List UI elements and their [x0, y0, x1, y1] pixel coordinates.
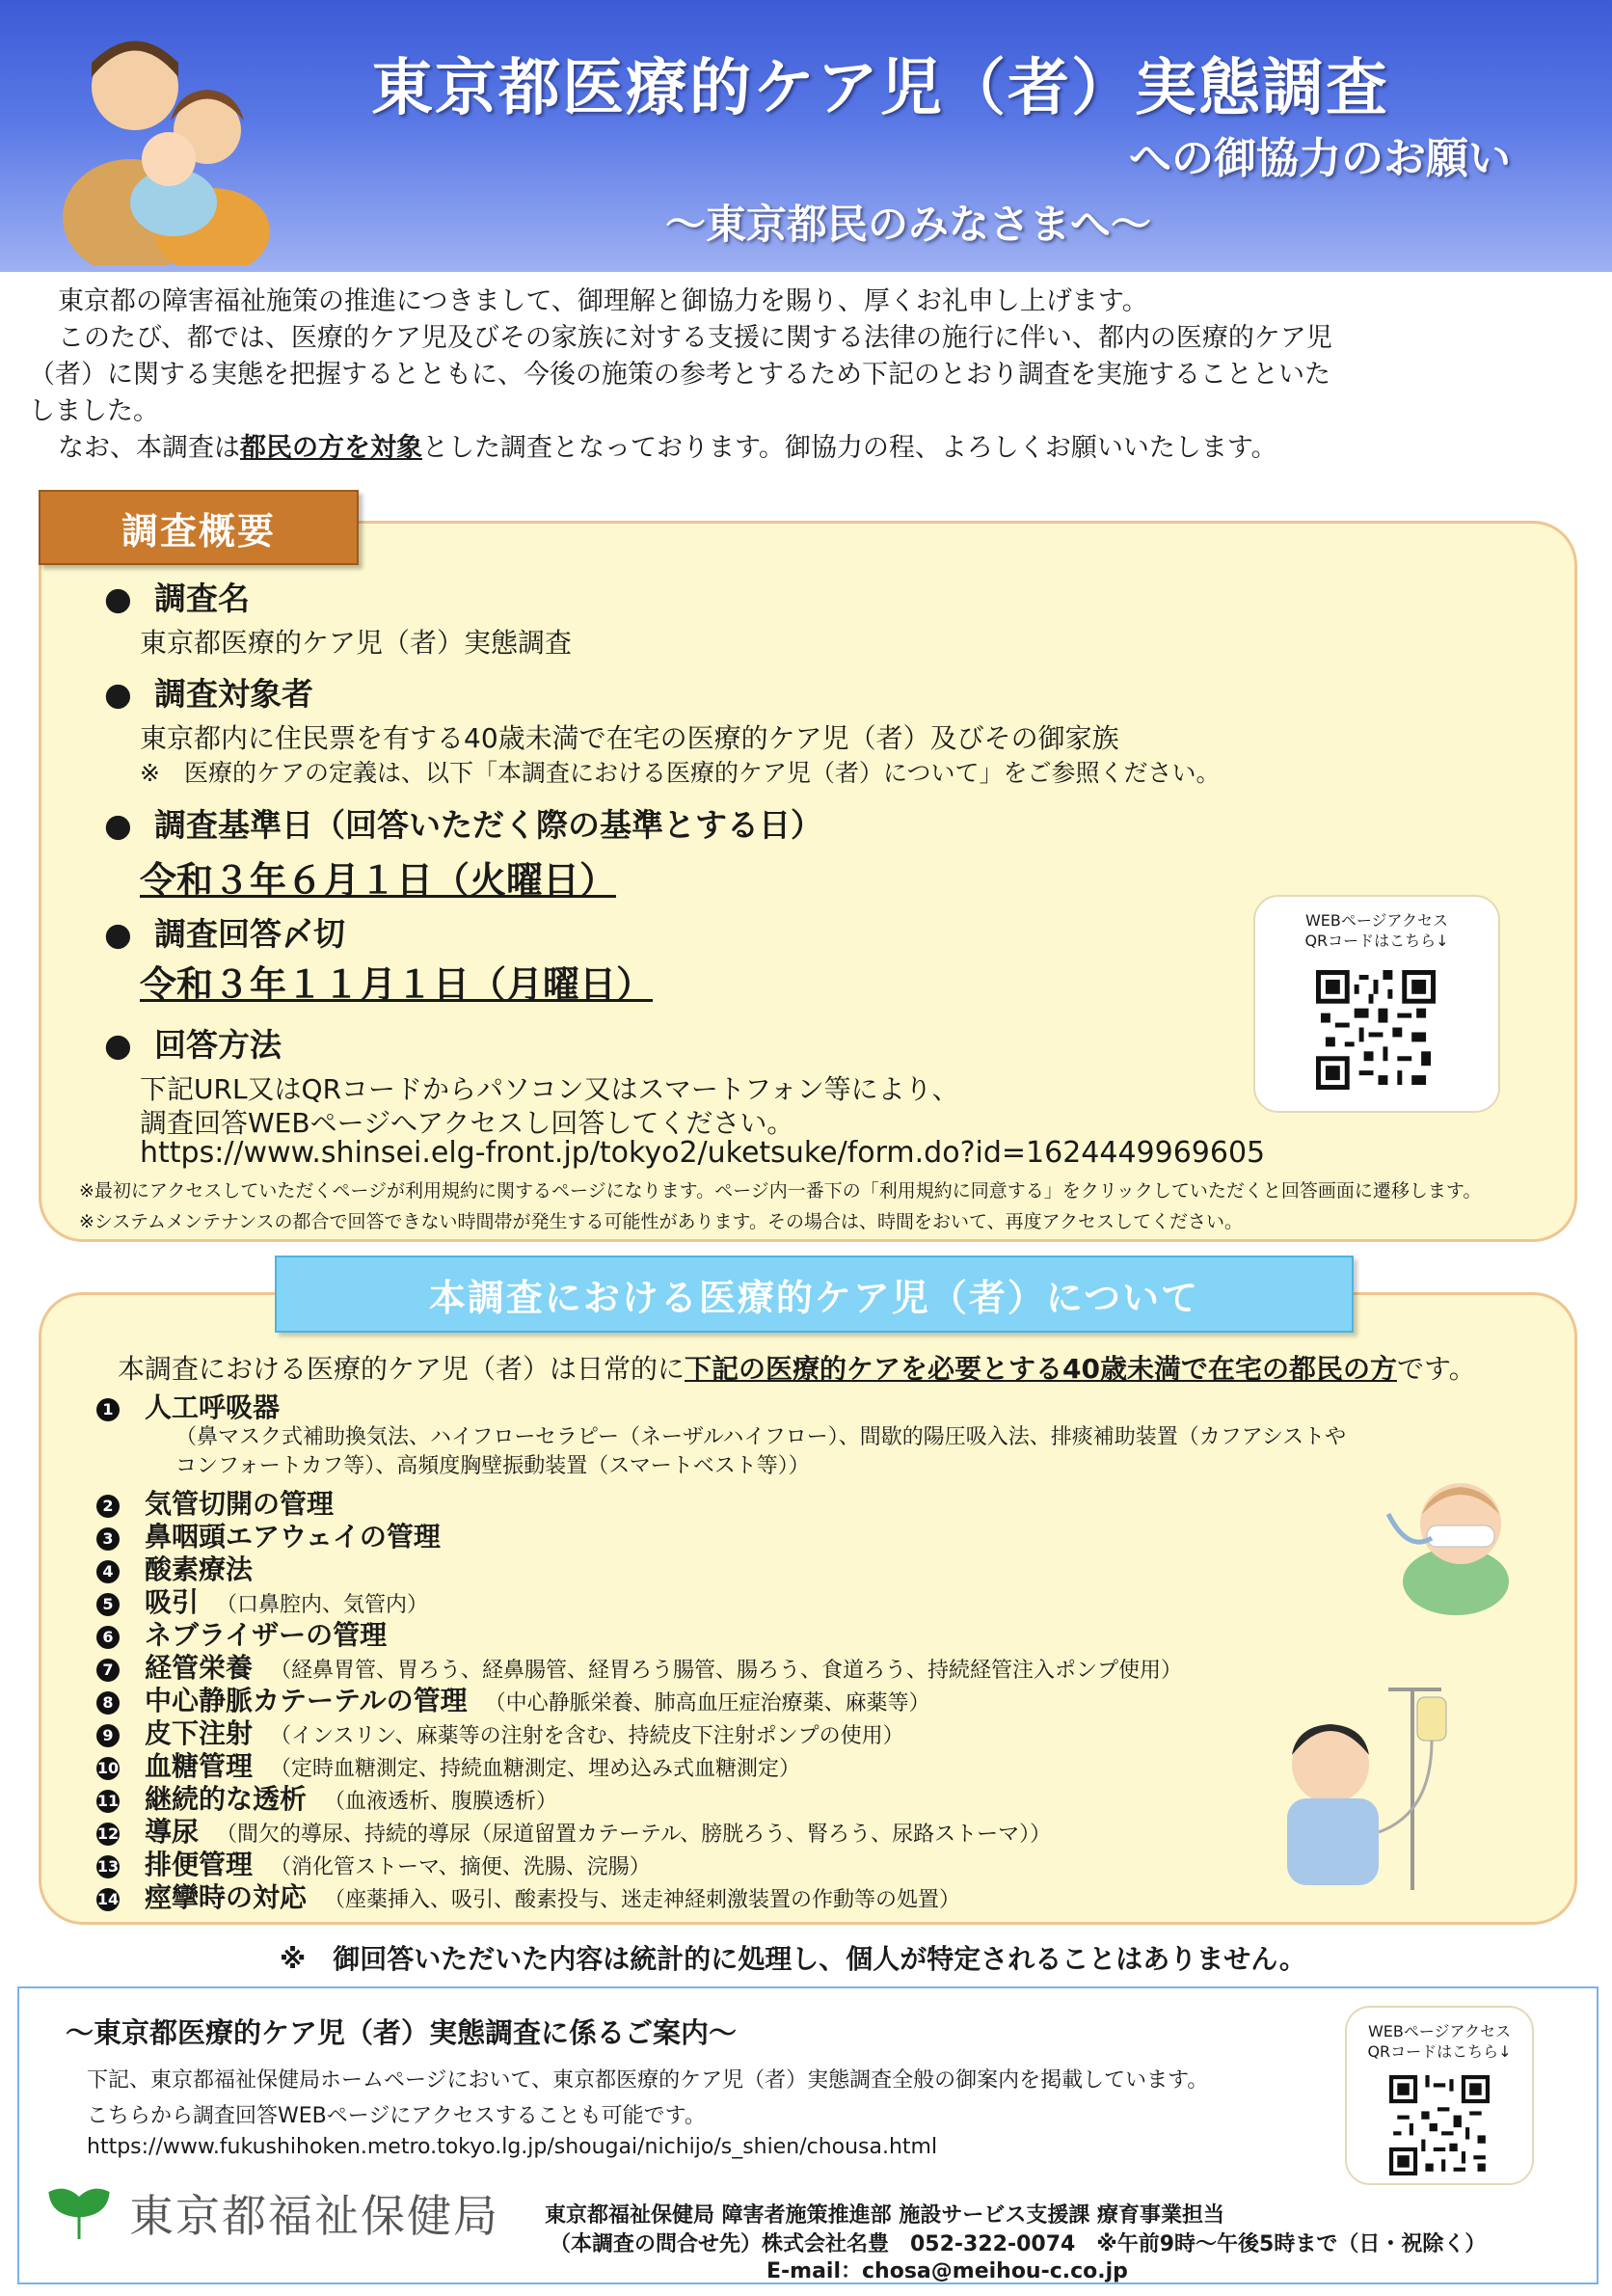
care-lead-text: 本調査における医療的ケア児（者）は日常的に下記の医療的ケアを必要とする40歳未満で在宅の都民の方です。: [118, 1353, 1476, 1385]
intro-paragraph-2a: このたび、都では、医療的ケア児及びその家族に対する支援に関する法律の施行に伴い、都内の医療的ケア児: [58, 323, 1332, 353]
number-badge-icon: 12: [96, 1823, 120, 1846]
number-badge-icon: 9: [96, 1724, 120, 1747]
intro-paragraph-2c: しました。: [29, 396, 159, 426]
list-item: 5 吸引 （口鼻腔内、気管内）: [96, 1581, 428, 1620]
answer-method-line-1: 下記URL又はQRコードからパソコン又はスマートフォン等により、: [140, 1073, 959, 1105]
intro-text: [29, 284, 1591, 467]
list-item: 14 痙攣時の対応 （座薬挿入、吸引、酸素投与、迷走神経刺激装置の作動等の処置）: [96, 1881, 961, 1913]
list-item: 13 排便管理 （消化管ストーマ、摘便、洗腸、浣腸）: [96, 1849, 651, 1880]
survey-qr-code[interactable]: [1316, 970, 1436, 1090]
number-badge-icon: 6: [96, 1626, 120, 1649]
ginkgo-leaf-icon: [46, 2185, 112, 2241]
page-title: 東京都医療的ケア児（者）実態調査: [371, 53, 1389, 124]
list-item: 12 導尿 （間欠的導尿、持続的導尿（尿道留置カテーテル、膀胱ろう、腎ろう、尿路ストーマ））: [96, 1816, 1052, 1848]
care-lead-emphasis: 下記の医療的ケアを必要とする40歳未満で在宅の都民の方: [685, 1353, 1397, 1385]
intro-p3-emphasis: 都民の方を対象: [240, 433, 422, 463]
care-tag: 本調査における医療的ケア児（者）について: [275, 1256, 1354, 1333]
intro-paragraph-1: 東京都の障害福祉施策の推進につきまして、御理解と御協力を賜り、厚くお礼申し上げます。: [58, 286, 1148, 316]
list-item: 3 鼻咽頭エアウェイの管理: [96, 1516, 441, 1554]
deadline-heading: ● 調査回答〆切: [104, 915, 345, 953]
number-badge-icon: 3: [96, 1527, 120, 1551]
footer-qr-box: [1345, 2006, 1534, 2185]
number-badge-icon: 11: [96, 1790, 120, 1813]
number-badge-icon: 13: [96, 1855, 120, 1878]
reference-date-heading: ● 調査基準日（回答いただく際の基準とする日）: [104, 806, 822, 844]
survey-target-note: ※ 医療的ケアの定義は、以下「本調査における医療的ケア児（者）について」をご参照ください。: [140, 759, 1221, 787]
answer-method-heading: ● 回答方法: [104, 1026, 282, 1064]
logo-org-name: 東京都福祉保健局: [129, 2190, 499, 2242]
list-item: 6 ネブライザーの管理: [96, 1614, 387, 1653]
list-item: 8 中心静脈カテーテルの管理 （中心静脈栄養、肺高血圧症治療薬、麻薬等）: [96, 1680, 930, 1718]
number-badge-icon: 2: [96, 1495, 120, 1518]
survey-name-value: 東京都医療的ケア児（者）実態調査: [140, 627, 573, 659]
deadline-value: 令和３年１１月１日（月曜日）: [140, 963, 654, 1006]
number-badge-icon: 4: [96, 1560, 120, 1583]
baby-illustration: [1369, 1466, 1533, 1620]
survey-name-heading: ● 調査名: [104, 580, 250, 617]
tokyo-logo: [46, 2181, 499, 2245]
maintenance-note: ※システムメンテナンスの都合で回答できない時間帯が発生する可能性があります。その場合は、時間をおいて、再度アクセスしてください。: [79, 1211, 1244, 1232]
intro-paragraph-3: [29, 430, 1591, 467]
audience-line: ～東京都民のみなさまへ～: [665, 201, 1152, 248]
list-item: 7 経管栄養 （経鼻胃管、胃ろう、経鼻腸管、経胃ろう腸管、腸ろう、食道ろう、持続経管注入ポンプ使用）: [96, 1647, 1182, 1686]
survey-qr-box: [1253, 895, 1500, 1113]
contact-email[interactable]: E-mail：chosa@meihou-c.co.jp: [766, 2259, 1128, 2283]
bullet-icon: ●: [104, 675, 132, 713]
number-badge-icon: 7: [96, 1659, 120, 1682]
reference-date-value: 令和３年６月１日（火曜日）: [140, 859, 617, 902]
family-illustration: [53, 24, 284, 265]
contact-line-2: （本調査の問合せ先）株式会社名豊 052-322-0074 ※午前9時～午後5時まで（日・祝除く）: [550, 2232, 1487, 2256]
footer-qr-caption: WEBページアクセス QRコードはこちら↓: [1367, 2022, 1512, 2061]
bullet-icon: ●: [104, 580, 132, 617]
intro-paragraph-2b: （者）に関する実態を把握するとともに、今後の施策の参考とするため下記のとおり調査を実施することといた: [29, 360, 1330, 390]
footer-qr-code[interactable]: [1389, 2075, 1490, 2175]
drip-patient-illustration: [1273, 1678, 1465, 1900]
footer-url-link[interactable]: https://www.fukushihoken.metro.tokyo.lg.jp/shougai/nichijo/s_shien/chousa.html: [87, 2135, 938, 2159]
bullet-icon: ●: [104, 1026, 132, 1064]
bullet-icon: ●: [104, 915, 132, 953]
list-item: 10 血糖管理 （定時血糖測定、持続血糖測定、埋め込み式血糖測定）: [96, 1750, 801, 1782]
list-item: 2 気管切開の管理: [96, 1483, 334, 1522]
terms-note: ※最初にアクセスしていただくページが利用規約に関するページになります。ページ内一番下の「利用規約に同意する」をクリックしていただくと回答画面に遷移します。: [79, 1180, 1482, 1202]
bullet-icon: ●: [104, 806, 132, 844]
number-badge-icon: 8: [96, 1691, 120, 1715]
footer-line-1: 下記、東京都福祉保健局ホームページにおいて、東京都医療的ケア児（者）実態調査全般の御案内を掲載しています。: [87, 2068, 1209, 2093]
header-banner: [0, 0, 1612, 272]
list-item: 11 継続的な透析 （血液透析、腹膜透析）: [96, 1783, 558, 1815]
contact-line-1: 東京都福祉保健局 障害者施策推進部 施設サービス支援課 療育事業担当: [545, 2203, 1224, 2228]
number-badge-icon: 1: [96, 1398, 120, 1421]
info-footer: [17, 1986, 1599, 2284]
care-item-1-sub-2: コンフォートカフ等）、高頻度胸壁振動装置（スマートベスト等））: [175, 1454, 810, 1478]
care-item-1-sub-1: （鼻マスク式補助換気法、ハイフローセラピー（ネーザルハイフロー）、間歇的陽圧吸入法、排痰補助装置（カフアシストや: [175, 1425, 1347, 1449]
survey-url-link[interactable]: https://www.shinsei.elg-front.jp/tokyo2/uketsuke/form.do?id=1624449969605: [140, 1136, 1266, 1170]
list-item: 9 皮下注射 （インスリン、麻薬等の注射を含む、持続皮下注射ポンプの使用）: [96, 1713, 904, 1751]
survey-target-heading: ● 調査対象者: [104, 675, 313, 713]
list-item: 4 酸素療法: [96, 1549, 253, 1587]
intro-p3-pre: なお、本調査は: [58, 433, 240, 463]
intro-p3-post: とした調査となっております。御協力の程、よろしくお願いいたします。: [422, 433, 1277, 463]
number-badge-icon: 5: [96, 1593, 120, 1616]
survey-target-value: 東京都内に住民票を有する40歳未満で在宅の医療的ケア児（者）及びその御家族: [140, 722, 1119, 754]
survey-qr-caption: WEBページアクセス QRコードはこちら↓: [1304, 911, 1449, 950]
list-item: 1 人工呼吸器: [96, 1387, 280, 1425]
footer-title: ～東京都医療的ケア児（者）実態調査に係るご案内～: [66, 2016, 738, 2049]
privacy-note: ※ 御回答いただいた内容は統計的に処理し、個人が特定されることはありません。: [280, 1943, 1306, 1975]
answer-method-line-2: 調査回答WEBページへアクセスし回答してください。: [140, 1107, 794, 1139]
footer-line-2: こちらから調査回答WEBページにアクセスすることも可能です。: [87, 2104, 706, 2128]
number-badge-icon: 14: [96, 1888, 120, 1911]
page-subtitle: への御協力のお願い: [1129, 134, 1511, 183]
number-badge-icon: 10: [96, 1757, 120, 1780]
overview-tag: 調査概要: [39, 490, 359, 565]
